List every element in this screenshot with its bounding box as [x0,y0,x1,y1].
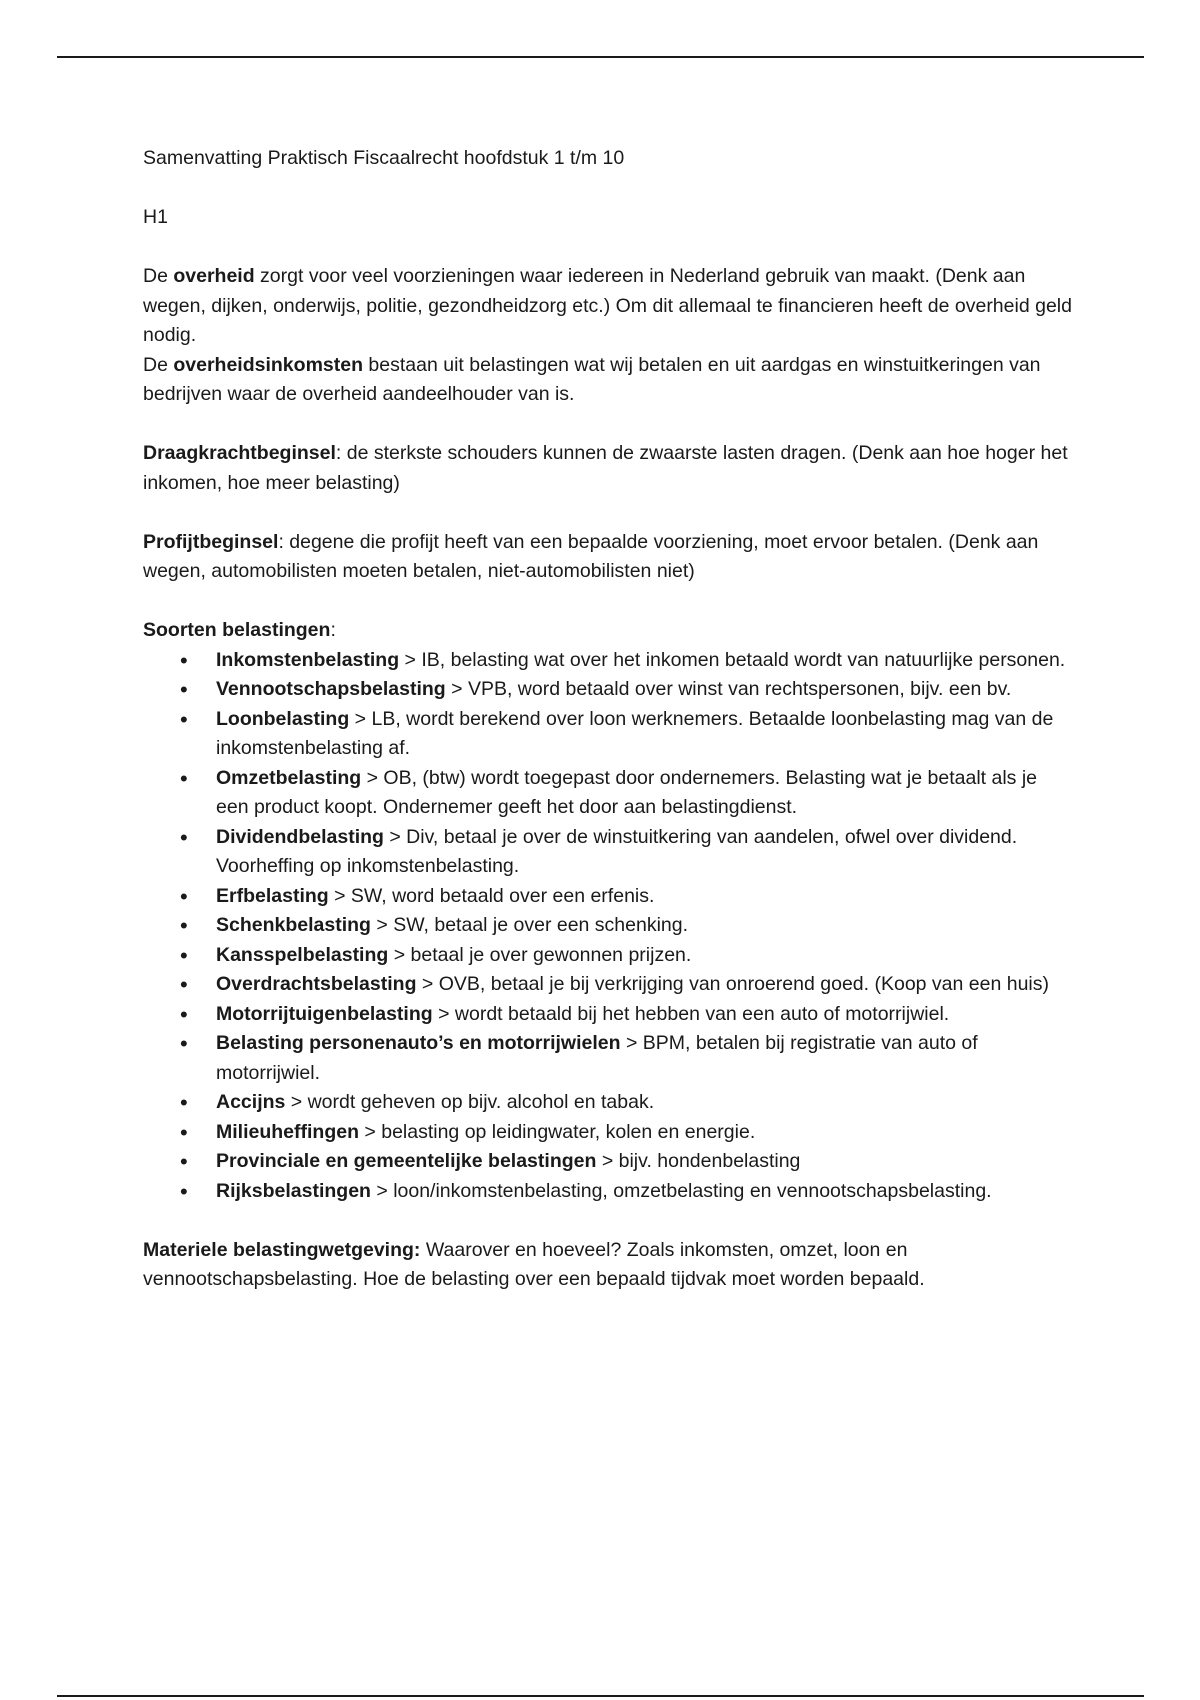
list-item-text: > SW, betaal je over een schenking. [370,914,689,936]
document-page [143,144,1073,1295]
list-item-term: Dividendbelasting [216,825,384,848]
document-title: Samenvatting Praktisch Fiscaalrecht hoofdstuk 1 t/m 10 [143,147,625,169]
intro-p1-pre: De [143,265,174,287]
intro-p1-rest: zorgt voor veel voorzieningen waar iedereen in Nederland gebruik van maakt. (Denk aan wegen, dijken, onderwijs, politie, gezondheidzorg etc.) Om dit allemaal te financieren heeft de overheid geld nodig. [143,265,1072,346]
list-item-text: > OVB, betaal je bij verkrijging van onroerend goed. (Koop van een huis) [416,973,1049,995]
list-item-term: Omzetbelasting [216,766,362,789]
list-item-term: Erfbelasting [216,884,329,907]
list-item-text: > wordt betaald bij het hebben van een auto of motorrijwiel. [432,1002,950,1025]
list-item [143,1177,1073,1207]
term-profijtbeginsel: Profijtbeginsel [143,530,279,553]
list-item-term: Vennootschapsbelasting [216,678,446,700]
list-item-term: Schenkbelasting [216,914,371,936]
spacer [143,410,1073,440]
list-item-term: Kansspelbelasting [216,943,389,966]
list-item [143,882,1073,912]
profijt-text: : degene die profijt heeft van een bepaalde voorziening, moet ervoor betalen. (Denk aan wegen, automobilisten moeten betalen, niet-automobilisten niet) [143,530,1039,582]
list-item [143,911,1073,941]
list-item [143,1029,1073,1088]
list-item-text: > belasting op leidingwater, kolen en energie. [359,1120,756,1143]
term-overheidsinkomsten: overheidsinkomsten [173,353,363,376]
list-item [143,646,1073,676]
soorten-colon: : [330,619,336,641]
list-item-text: > wordt geheven op bijv. alcohol en tabak. [285,1091,655,1113]
list-item [143,764,1073,823]
chapter-heading: H1 [143,206,168,228]
materiele-text: Waarover en hoeveel? Zoals inkomsten, omzet, loon en vennootschapsbelasting. Hoe de belasting over een bepaald tijdvak moet worden bepaald. [143,1238,925,1290]
header-rule [57,56,1144,58]
list-item [143,1000,1073,1030]
tax-types-list [143,646,1073,1207]
list-item-term: Milieuheffingen [216,1120,359,1143]
soorten-heading [143,616,1073,646]
list-item-text: > Div, betaal je over de winstuitkering van aandelen, ofwel over dividend. Voorheffing op inkomstenbelasting. [216,825,1018,877]
intro-paragraph-2 [143,351,1073,410]
list-item-text: > SW, word betaald over een erfenis. [328,884,655,907]
list-item-text: > BPM, betalen bij registratie van auto of motorrijwiel. [216,1032,978,1084]
list-item-text: > IB, belasting wat over het inkomen betaald wordt van natuurlijke personen. [399,648,1066,671]
list-item [143,941,1073,971]
intro-p2-rest: bestaan uit belastingen wat wij betalen en uit aardgas en winstuitkeringen van bedrijven waar de overheid aandeelhouder van is. [143,353,1041,405]
term-materiele-belastingwetgeving: Materiele belastingwetgeving: [143,1238,421,1261]
spacer [143,498,1073,528]
list-item-text: > OB, (btw) wordt toegepast door ondernemers. Belasting wat je betaalt als je een product koopt. Ondernemer geeft het door aan belastingdienst. [216,766,1038,818]
intro-paragraph-1 [143,262,1073,351]
spacer [143,233,1073,263]
footer-rule [57,1695,1144,1697]
list-item-term: Belasting personenauto’s en motorrijwielen [216,1032,621,1054]
list-item-term: Motorrijtuigenbelasting [216,1002,433,1025]
list-item-term: Inkomstenbelasting [216,648,400,671]
list-item [143,1088,1073,1118]
list-item [143,675,1073,705]
list-item-term: Overdrachtsbelasting [216,973,417,995]
term-draagkrachtbeginsel: Draagkrachtbeginsel [143,442,336,464]
list-item [143,1147,1073,1177]
list-item [143,705,1073,764]
list-item-text: > bijv. hondenbelasting [596,1150,801,1172]
profijt-paragraph [143,528,1073,587]
list-item-text: > betaal je over gewonnen prijzen. [388,943,692,966]
list-item-text: > LB, wordt berekend over loon werknemers. Betaalde loonbelasting mag van de inkomstenbelasting af. [216,707,1054,759]
term-overheid: overheid [173,265,255,287]
draagkracht-paragraph [143,439,1073,498]
draagkracht-text: : de sterkste schouders kunnen de zwaarste lasten dragen. (Denk aan hoe hoger het inkomen, hoe meer belasting) [143,442,1068,494]
spacer [143,1206,1073,1236]
list-item-term: Provinciale en gemeentelijke belastingen [216,1150,597,1172]
spacer [143,587,1073,617]
list-item [143,823,1073,882]
spacer [143,174,1073,204]
list-item-term: Rijksbelastingen [216,1179,371,1202]
list-item-text: > VPB, word betaald over winst van rechtspersonen, bijv. een bv. [445,678,1012,700]
term-soorten-belastingen: Soorten belastingen [143,619,331,641]
list-item [143,1118,1073,1148]
list-item-term: Loonbelasting [216,707,350,730]
materiele-paragraph [143,1236,1073,1295]
intro-p2-pre: De [143,353,174,376]
list-item-text: > loon/inkomstenbelasting, omzetbelasting en vennootschapsbelasting. [370,1179,992,1202]
list-item-term: Accijns [216,1091,286,1113]
list-item [143,970,1073,1000]
